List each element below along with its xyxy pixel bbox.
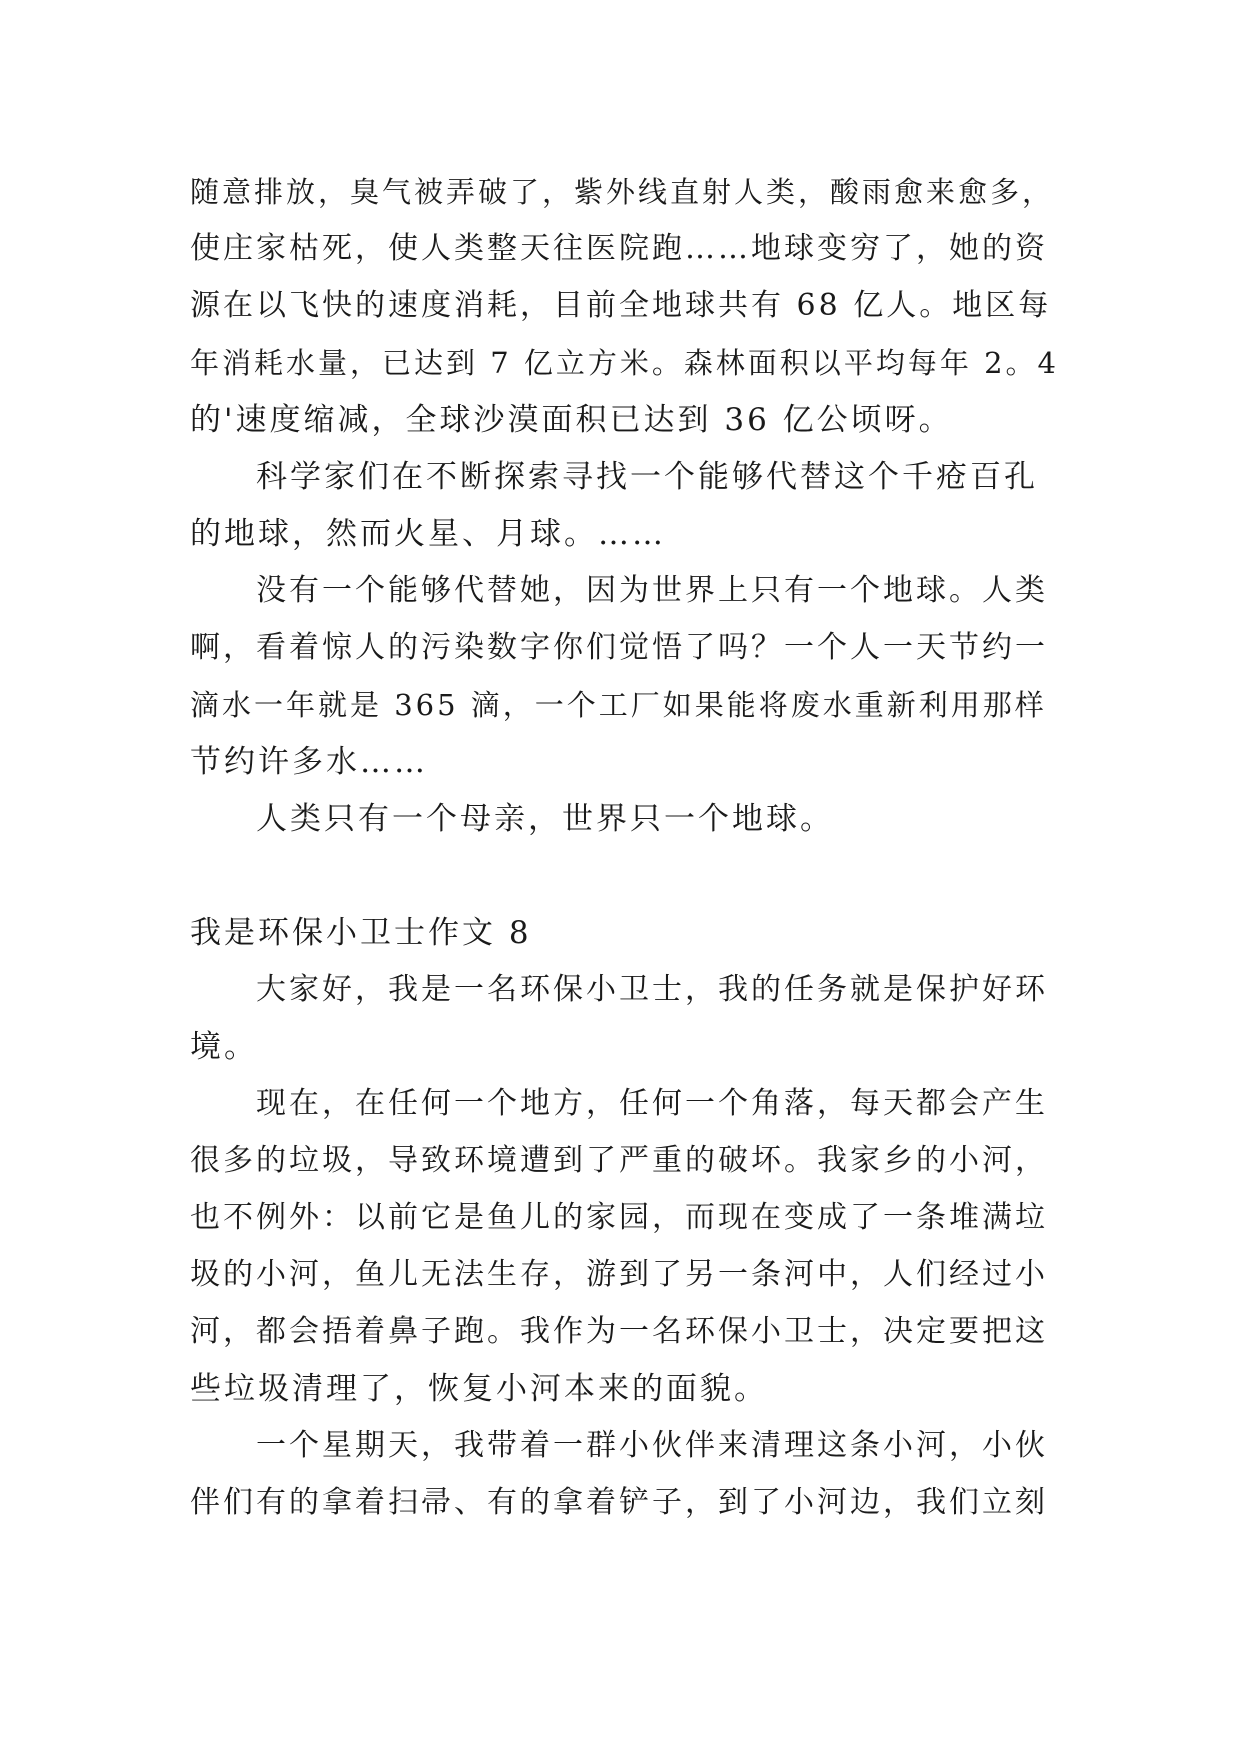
text-line: 年消耗水量，已达到 7 亿立方米。森林面积以平均每年 2。4 <box>190 346 1060 380</box>
paragraph-first-line: 一个星期天，我带着一群小伙伴来清理这条小河，小伙 <box>256 1428 1048 1463</box>
text-line: 使庄家枯死，使人类整天往医院跑……地球变穷了，她的资 <box>190 231 1048 266</box>
text-line: 的'速度缩减，全球沙漠面积已达到 36 亿公顷呀。 <box>190 402 953 438</box>
text-line: 滴水一年就是 365 滴，一个工厂如果能将废水重新利用那样 <box>190 688 1047 722</box>
text-line: 源在以飞快的速度消耗，目前全地球共有 68 亿人。地区每 <box>190 288 1052 323</box>
text-line: 伴们有的拿着扫帚、有的拿着铲子，到了小河边，我们立刻 <box>190 1485 1048 1520</box>
paragraph-first-line: 大家好，我是一名环保小卫士，我的任务就是保护好环 <box>256 972 1048 1007</box>
paragraph-first-line: 人类只有一个母亲，世界只一个地球。 <box>256 801 834 837</box>
text-line: 很多的垃圾，导致环境遭到了严重的破坏。我家乡的小河， <box>190 1143 1048 1178</box>
text-line: 也不例外：以前它是鱼儿的家园，而现在变成了一条堆满垃 <box>190 1200 1048 1235</box>
paragraph-first-line: 没有一个能够代替她，因为世界上只有一个地球。人类 <box>256 573 1048 608</box>
paragraph-first-line: 现在，在任何一个地方，任何一个角落，每天都会产生 <box>256 1086 1048 1121</box>
text-line: 些垃圾清理了，恢复小河本来的面貌。 <box>190 1371 768 1407</box>
text-line: 随意排放，臭气被弄破了，紫外线直射人类，酸雨愈来愈多， <box>190 175 1055 209</box>
paragraph-first-line: 科学家们在不断探索寻找一个能够代替这个千疮百孔 <box>256 459 1038 495</box>
section-heading: 我是环保小卫士作文 8 <box>190 915 532 951</box>
text-line: 境。 <box>190 1029 258 1065</box>
text-line: 的地球，然而火星、月球。…… <box>190 516 666 552</box>
text-line: 节约许多水…… <box>190 744 428 780</box>
text-line: 圾的小河，鱼儿无法生存，游到了另一条河中，人们经过小 <box>190 1257 1048 1292</box>
text-line: 河，都会捂着鼻子跑。我作为一名环保小卫士，决定要把这 <box>190 1314 1048 1349</box>
text-line: 啊，看着惊人的污染数字你们觉悟了吗？一个人一天节约一 <box>190 630 1048 665</box>
